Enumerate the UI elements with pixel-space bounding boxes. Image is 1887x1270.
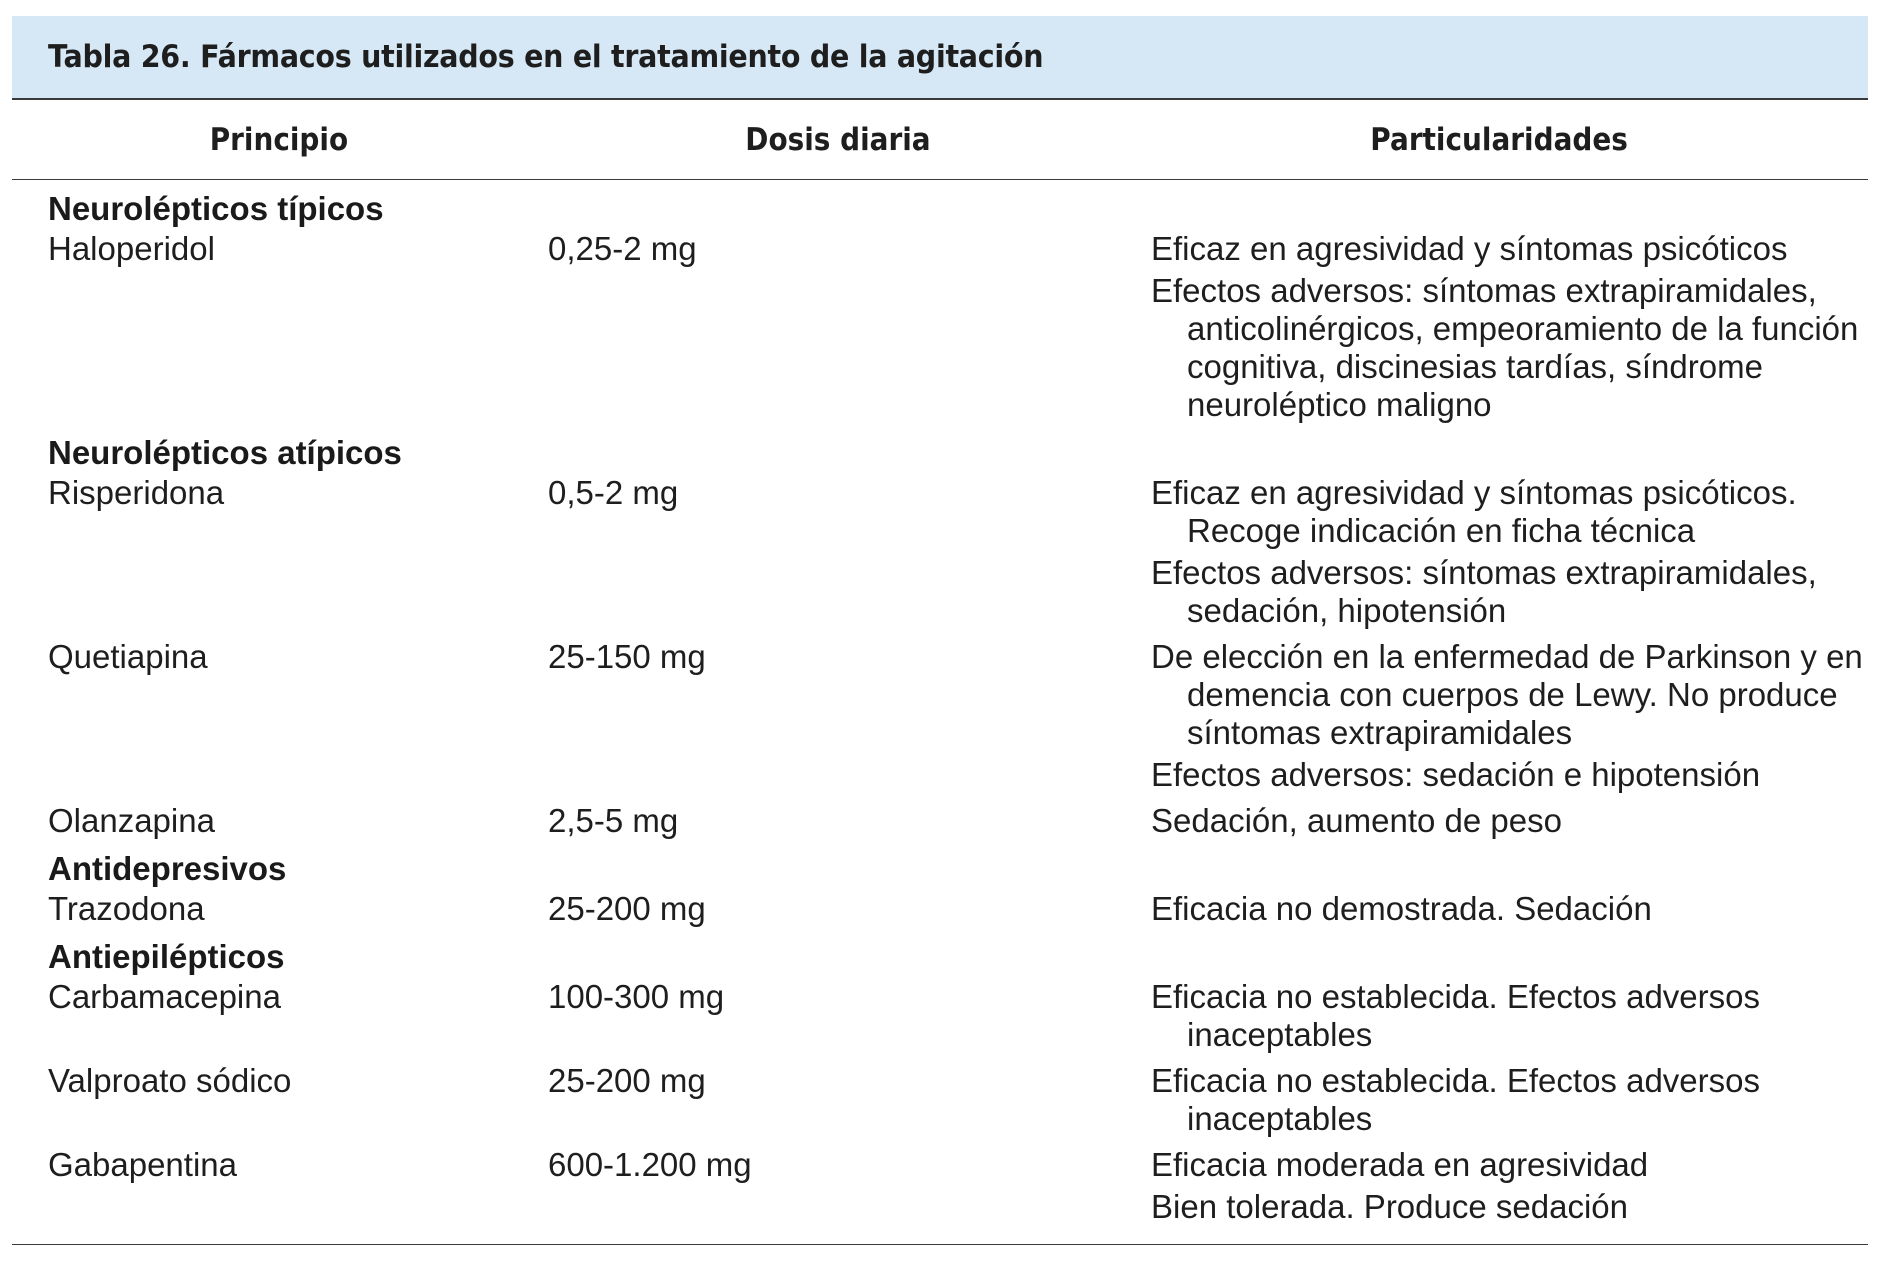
- table-row: [12, 1062, 1868, 1142]
- table-row: [12, 890, 1868, 932]
- note-line: Eficacia no establecida. Efectos adversos inaceptables: [1151, 978, 1761, 1053]
- column-header-principio: Principio: [209, 121, 349, 158]
- drug-dose: 100-300 mg: [548, 978, 725, 1015]
- note-line: Eficaz en agresividad y síntomas psicóticos: [1151, 230, 1788, 267]
- note-line: Eficacia no establecida. Efectos adversos inaceptables: [1151, 1062, 1761, 1137]
- note-line: De elección en la enfermedad de Parkinson y en demencia con cuerpos de Lewy. No produce síntomas extrapiramidales: [1151, 638, 1863, 751]
- column-header-particularidades: Particularidades: [1370, 121, 1628, 158]
- group-heading: Neurolépticos típicos: [48, 190, 384, 227]
- note-line: Sedación, aumento de peso: [1151, 802, 1562, 839]
- drug-dose: 2,5-5 mg: [548, 802, 679, 839]
- group-heading: Neurolépticos atípicos: [48, 434, 402, 471]
- column-header-dosis: Dosis diaria: [745, 121, 931, 158]
- note-line: Eficacia no demostrada. Sedación: [1151, 890, 1652, 927]
- table-header-row: [12, 100, 1868, 180]
- table-title-bar: [12, 16, 1868, 100]
- drug-dose: 25-200 mg: [548, 890, 706, 927]
- drug-notes: [1151, 890, 1868, 932]
- drug-dose: 600-1.200 mg: [548, 1146, 752, 1183]
- drug-notes: [1151, 1146, 1868, 1230]
- drug-notes: [1151, 474, 1868, 634]
- drug-name: Trazodona: [48, 890, 205, 927]
- drug-dose: 0,5-2 mg: [548, 474, 679, 511]
- table-row: [12, 978, 1868, 1058]
- drug-name: Risperidona: [48, 474, 225, 511]
- drug-notes: [1151, 638, 1868, 798]
- drug-notes: [1151, 978, 1868, 1058]
- drug-notes: [1151, 230, 1868, 428]
- note-line: Efectos adversos: sedación e hipotensión: [1151, 756, 1761, 793]
- note-line: Eficacia moderada en agresividad: [1151, 1146, 1649, 1183]
- drug-notes: [1151, 802, 1868, 844]
- drug-dose: 25-150 mg: [548, 638, 706, 675]
- drug-notes: [1151, 1062, 1868, 1142]
- drug-dose: 25-200 mg: [548, 1062, 706, 1099]
- table-row: [12, 474, 1868, 634]
- drug-table: [12, 16, 1868, 1245]
- table-row: [12, 802, 1868, 844]
- note-line: Eficaz en agresividad y síntomas psicóticos. Recoge indicación en ficha técnica: [1151, 474, 1797, 549]
- note-line: Bien tolerada. Produce sedación: [1151, 1188, 1628, 1225]
- table-row: [12, 1146, 1868, 1230]
- drug-name: Gabapentina: [48, 1146, 237, 1183]
- table-row: [12, 638, 1868, 798]
- note-line: Efectos adversos: síntomas extrapiramidales, sedación, hipotensión: [1151, 554, 1817, 629]
- group-heading: Antiepilépticos: [48, 938, 285, 975]
- drug-name: Valproato sódico: [48, 1062, 292, 1099]
- drug-dose: 0,25-2 mg: [548, 230, 697, 267]
- note-line: Efectos adversos: síntomas extrapiramidales, anticolinérgicos, empeoramiento de la función cognitiva, discinesias tardías, síndrome neuroléptico maligno: [1151, 272, 1859, 423]
- drug-name: Olanzapina: [48, 802, 215, 839]
- drug-name: Carbamacepina: [48, 978, 281, 1015]
- table-title: Tabla 26. Fármacos utilizados en el tratamiento de la agitación: [48, 39, 1044, 75]
- table-body: [12, 180, 1868, 1245]
- drug-name: Quetiapina: [48, 638, 208, 675]
- table-row: [12, 230, 1868, 428]
- drug-name: Haloperidol: [48, 230, 215, 267]
- group-heading: Antidepresivos: [48, 850, 287, 887]
